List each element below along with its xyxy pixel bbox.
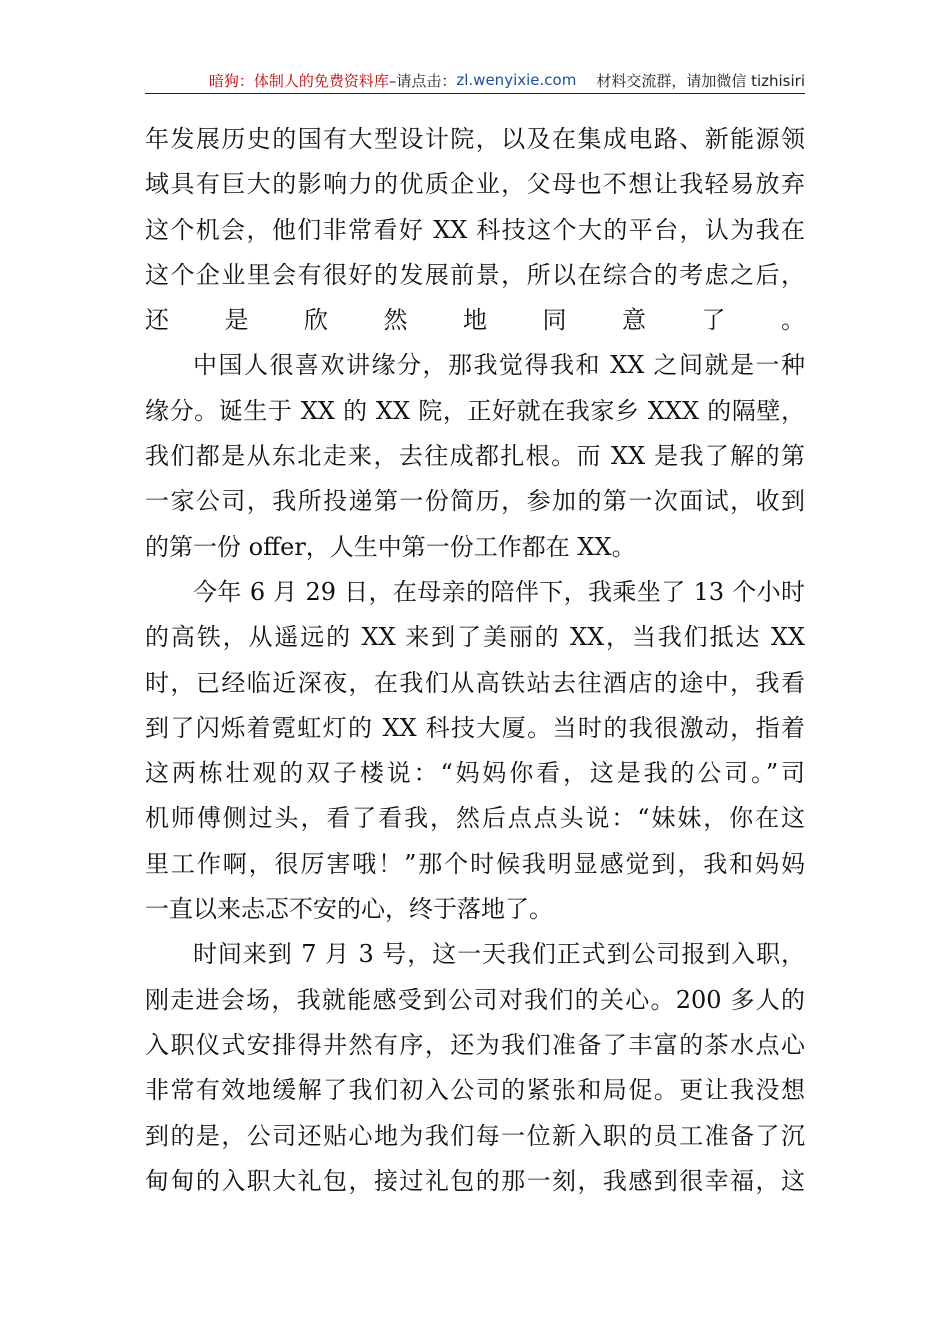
text-line: 一家公司，我所投递第一份简历，参加的第一次面试，收到 [145,487,805,516]
text-line: 中国人很喜欢讲缘分，那我觉得我和 XX 之间就是一种 [193,351,805,380]
text-line: 里工作啊，很厉害哦！”那个时候我明显感觉到，我和妈妈 [145,849,805,878]
text-line: 这个机会，他们非常看好 XX 科技这个大的平台，认为我在 [145,215,805,244]
header-url-link[interactable]: zl.wenyixie.com [456,71,577,89]
document-body [145,117,805,1204]
page-header [145,68,805,92]
text-line: 到的是，公司还贴心地为我们每一位新入职的员工准备了沉 [145,1121,805,1150]
text-line: 缘分。诞生于 XX 的 XX 院，正好就在我家乡 XXX 的隔壁， [145,396,805,425]
header-brand: 暗狗：体制人的免费资料库 [208,71,389,90]
paragraph-1 [145,117,805,343]
paragraph-3 [145,570,805,932]
text-line: 甸甸的入职大礼包，接过礼包的那一刻，我感到很幸福，这 [145,1166,805,1195]
text-line: 一直以来忐忑不安的心，终于落地了。 [145,895,553,924]
text-line: 域具有巨大的影响力的优质企业，父母也不想让我轻易放弃 [145,170,805,199]
header-group-text: 材料交流群，请加微信 tizhisiri [596,71,805,90]
text-line: 年发展历史的国有大型设计院，以及在集成电路、新能源领 [145,125,805,153]
text-line: 到了闪烁着霓虹灯的 XX 科技大厦。当时的我很激动，指着 [145,713,805,742]
header-divider [145,93,805,94]
text-line: 今年 6 月 29 日，在母亲的陪伴下，我乘坐了 13 个小时 [193,577,805,606]
header-click-prefix: –请点击： [388,71,457,90]
text-line: 的第一份 offer，人生中第一份工作都在 XX。 [145,532,636,561]
text-line: 的高铁，从遥远的 XX 来到了美丽的 XX，当我们抵达 XX [145,623,805,652]
text-line: 入职仪式安排得井然有序，还为我们准备了丰富的茶水点心 [145,1030,805,1059]
text-line: 机师傅侧过头，看了看我，然后点点头说：“妹妹，你在这 [145,804,805,833]
paragraph-2 [145,343,805,569]
text-line: 时，已经临近深夜，在我们从高铁站去往酒店的途中，我看 [145,668,805,697]
paragraph-4 [145,932,805,1204]
text-line: 刚走进会场，我就能感受到公司对我们的关心。200 多人的 [145,985,805,1014]
text-line: 这两栋壮观的双子楼说：“妈妈你看，这是我的公司。”司 [145,759,805,788]
text-line: 我们都是从东北走来，去往成都扎根。而 XX 是我了解的第 [145,442,805,471]
text-line: 时间来到 7 月 3 号，这一天我们正式到公司报到入职， [193,940,805,969]
text-line: 还是欣然地同意了。 [145,306,805,335]
text-line: 这个企业里会有很好的发展前景，所以在综合的考虑之后， [145,260,805,289]
text-line: 非常有效地缓解了我们初入公司的紧张和局促。更让我没想 [145,1076,805,1105]
